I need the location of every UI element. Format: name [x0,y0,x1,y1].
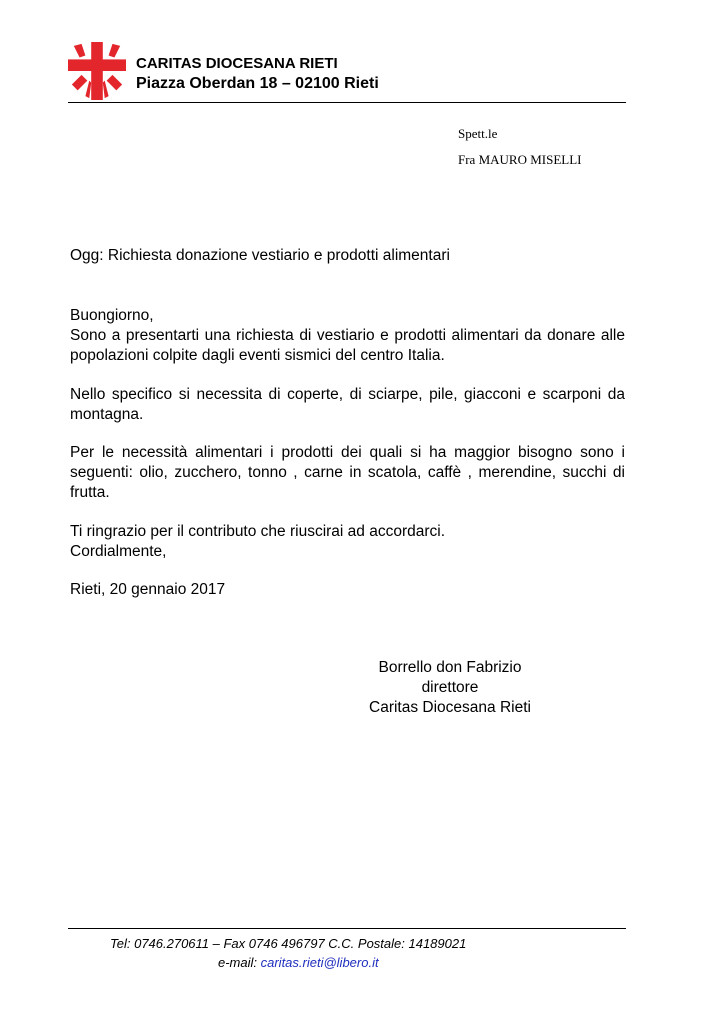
letterhead [136,54,379,95]
letter-place-date: Rieti, 20 gennaio 2017 [70,581,226,598]
letter-closing: Cordialmente, [70,543,167,560]
letter-paragraph-3: Per le necessità alimentari i prodotti dei quali si ha maggior bisogno sono i seguenti: olio, zucchero, tonno , carne in scatola, caffè , merendine, succhi di frutta. [70,444,625,501]
recipient-name: Fra MAURO MISELLI [458,152,582,167]
signature-name: Borrello don Fabrizio [378,659,522,676]
org-address: Piazza Oberdan 18 – 02100 Rieti [136,75,379,92]
org-name: CARITAS DIOCESANA RIETI [136,55,338,72]
caritas-cross-icon [68,42,126,100]
signature-role: direttore [421,679,479,696]
footer-divider [68,928,626,929]
signature-org: Caritas Diocesana Rieti [369,699,531,716]
signature-block [340,658,560,718]
letter-paragraph-2: Nello specifico si necessita di coperte, di sciarpe, pile, giacconi e scarponi da montagna. [70,386,625,423]
letter-subject: Ogg: Richiesta donazione vestiario e prodotti alimentari [70,247,450,264]
recipient-salutation: Spett.le [458,126,498,141]
letter-thanks: Ti ringrazio per il contributo che riuscirai ad accordarci. [70,523,446,540]
footer [110,934,466,972]
footer-email-link[interactable]: caritas.rieti@libero.it [260,955,379,970]
recipient-block [458,125,582,169]
footer-email-label: e-mail: [218,955,261,970]
letter-paragraph-1: Sono a presentarti una richiesta di vestiario e prodotti alimentari da donare alle popolazioni colpite dagli eventi sismici del centro Italia. [70,327,625,364]
footer-contacts: Tel: 0746.270611 – Fax 0746 496797 C.C. Postale: 14189021 [110,936,467,951]
footer-email-line [110,953,466,972]
header-divider [68,102,626,103]
letter-greeting: Buongiorno, [70,307,154,324]
